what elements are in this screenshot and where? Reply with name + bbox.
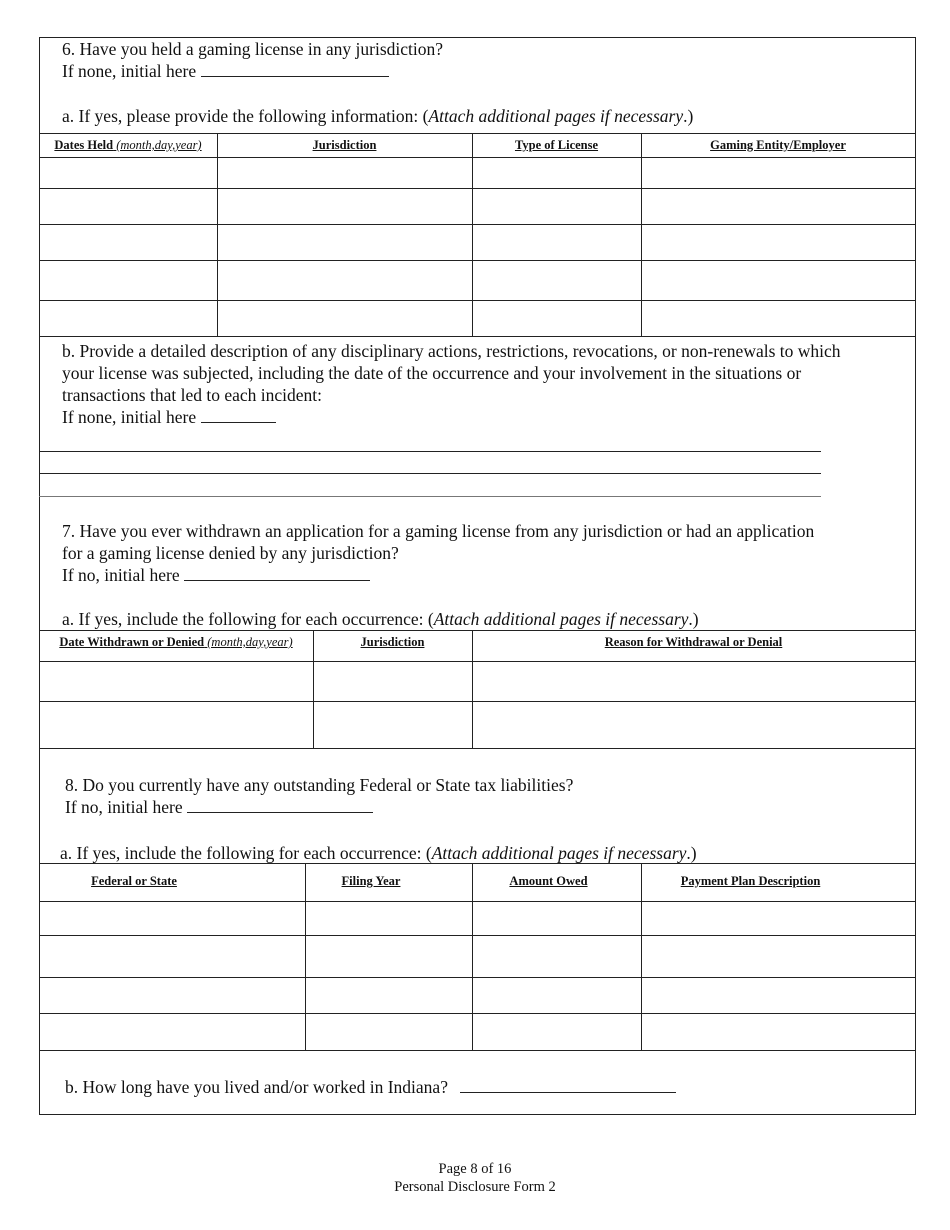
question-7a-note: Attach additional pages if necessary [433, 609, 689, 629]
answer-line-3[interactable] [39, 496, 821, 497]
table7-header-reason: Reason for Withdrawal or Denial [604, 635, 783, 649]
table6-row3-jurisdiction[interactable] [218, 225, 471, 259]
table8-row2-year[interactable] [306, 936, 471, 976]
question-6a-text: a. If yes, please provide the following information: ( [62, 106, 429, 126]
table8-row4-amount[interactable] [473, 1014, 640, 1049]
table8-header-plan: Payment Plan Description [680, 874, 821, 888]
table6-header-jurisdiction: Jurisdiction [312, 138, 377, 152]
question-6a [62, 105, 693, 127]
question-6b-initial-label: If none, initial here [62, 407, 197, 427]
question-6a-note: Attach additional pages if necessary [428, 106, 684, 126]
table6-row1-type[interactable] [473, 158, 640, 187]
table6-row2-type[interactable] [473, 189, 640, 223]
table6-row4-entity[interactable] [642, 261, 914, 299]
question-8 [65, 774, 573, 818]
answer-line-1[interactable] [39, 451, 821, 452]
table6-row1-jurisdiction[interactable] [218, 158, 471, 187]
question-8a-end: .) [686, 843, 697, 863]
page-footer [0, 1160, 950, 1196]
table6-row3-entity[interactable] [642, 225, 914, 259]
table6-row4-jurisdiction[interactable] [218, 261, 471, 299]
table6-header-entity: Gaming Entity/Employer [710, 138, 846, 152]
question-8b-answer-field[interactable] [460, 1077, 676, 1093]
question-8a-text: a. If yes, include the following for each occurrence: ( [60, 843, 432, 863]
table8-row3-plan[interactable] [642, 978, 914, 1012]
table8-row4-plan[interactable] [642, 1014, 914, 1049]
table8-row2-amount[interactable] [473, 936, 640, 976]
question-6b [62, 340, 841, 428]
table6-row1-entity[interactable] [642, 158, 914, 187]
question-7a [62, 608, 699, 630]
table8-header-fed-state: Federal or State [91, 874, 177, 888]
question-6b-line2: your license was subjected, including the date of the occurrence and your involvement in the situations or [62, 363, 802, 383]
table8-row2-fed-state[interactable] [40, 936, 304, 976]
question-6-text: 6. Have you held a gaming license in any jurisdiction? [62, 39, 444, 59]
table6-row2-jurisdiction[interactable] [218, 189, 471, 223]
page-number: Page 8 of 16 [438, 1161, 512, 1177]
table6-row5-entity[interactable] [642, 301, 914, 335]
question-7a-end: .) [688, 609, 699, 629]
table8-row1-amount[interactable] [473, 902, 640, 934]
form-name: Personal Disclosure Form 2 [394, 1179, 556, 1195]
table6-row1-dates[interactable] [40, 158, 216, 187]
question-6b-line1: b. Provide a detailed description of any disciplinary actions, restrictions, revocations, or non-renewals to which [62, 341, 841, 361]
question-7-initial-label: If no, initial here [62, 565, 180, 585]
table8-row3-fed-state[interactable] [40, 978, 304, 1012]
question-8-text: 8. Do you currently have any outstanding Federal or State tax liabilities? [65, 775, 574, 795]
table8-row1-year[interactable] [306, 902, 471, 934]
table8-row1-plan[interactable] [642, 902, 914, 934]
table7-row1-jurisdiction[interactable] [314, 662, 471, 700]
table6-row4-dates[interactable] [40, 261, 216, 299]
table7-row2-date[interactable] [40, 702, 312, 747]
question-8a-note: Attach additional pages if necessary [431, 843, 687, 863]
table8-row3-amount[interactable] [473, 978, 640, 1012]
table7-row2-reason[interactable] [473, 702, 914, 747]
table8-header-year: Filing Year [341, 874, 401, 888]
question-8b [65, 1076, 676, 1098]
table8-header-amount: Amount Owed [509, 874, 588, 888]
question-7 [62, 520, 814, 586]
question-6b-initial-field[interactable] [201, 407, 276, 423]
table8-row2-plan[interactable] [642, 936, 914, 976]
table6-row2-dates[interactable] [40, 189, 216, 223]
table7-row2-jurisdiction[interactable] [314, 702, 471, 747]
question-6b-line3: transactions that led to each incident: [62, 385, 322, 405]
question-6-initial-label: If none, initial here [62, 61, 197, 81]
question-8b-text: b. How long have you lived and/or worked in Indiana? [65, 1077, 448, 1097]
question-8a [60, 842, 697, 864]
table6-row5-type[interactable] [473, 301, 640, 335]
table6-row3-dates[interactable] [40, 225, 216, 259]
question-7-initial-field[interactable] [184, 565, 370, 581]
table6-header-type: Type of License [514, 138, 599, 152]
question-7a-text: a. If yes, include the following for each occurrence: ( [62, 609, 434, 629]
table8-row4-year[interactable] [306, 1014, 471, 1049]
table8-row3-year[interactable] [306, 978, 471, 1012]
table6-row3-type[interactable] [473, 225, 640, 259]
table7-header-date: Date Withdrawn or Denied (month,day,year) [59, 635, 293, 649]
question-7-line1: 7. Have you ever withdrawn an application for a gaming license from any jurisdiction or had an application [62, 521, 815, 541]
question-8-initial-label: If no, initial here [65, 797, 183, 817]
table8-row4-fed-state[interactable] [40, 1014, 304, 1049]
table6-row2-entity[interactable] [642, 189, 914, 223]
table6-row5-dates[interactable] [40, 301, 216, 335]
table6-row5-jurisdiction[interactable] [218, 301, 471, 335]
table8-row1-fed-state[interactable] [40, 902, 304, 934]
table7-header-jurisdiction: Jurisdiction [360, 635, 425, 649]
question-6a-end: .) [683, 106, 694, 126]
table6-header-dates: Dates Held (month,day,year) [54, 138, 202, 152]
question-6 [62, 38, 443, 82]
question-8-initial-field[interactable] [187, 797, 373, 813]
table7-row1-date[interactable] [40, 662, 312, 700]
table7-row1-reason[interactable] [473, 662, 914, 700]
question-7-line2: for a gaming license denied by any jurisdiction? [62, 543, 399, 563]
question-6-initial-field[interactable] [201, 61, 389, 77]
table6-row4-type[interactable] [473, 261, 640, 299]
answer-line-2[interactable] [39, 473, 821, 474]
